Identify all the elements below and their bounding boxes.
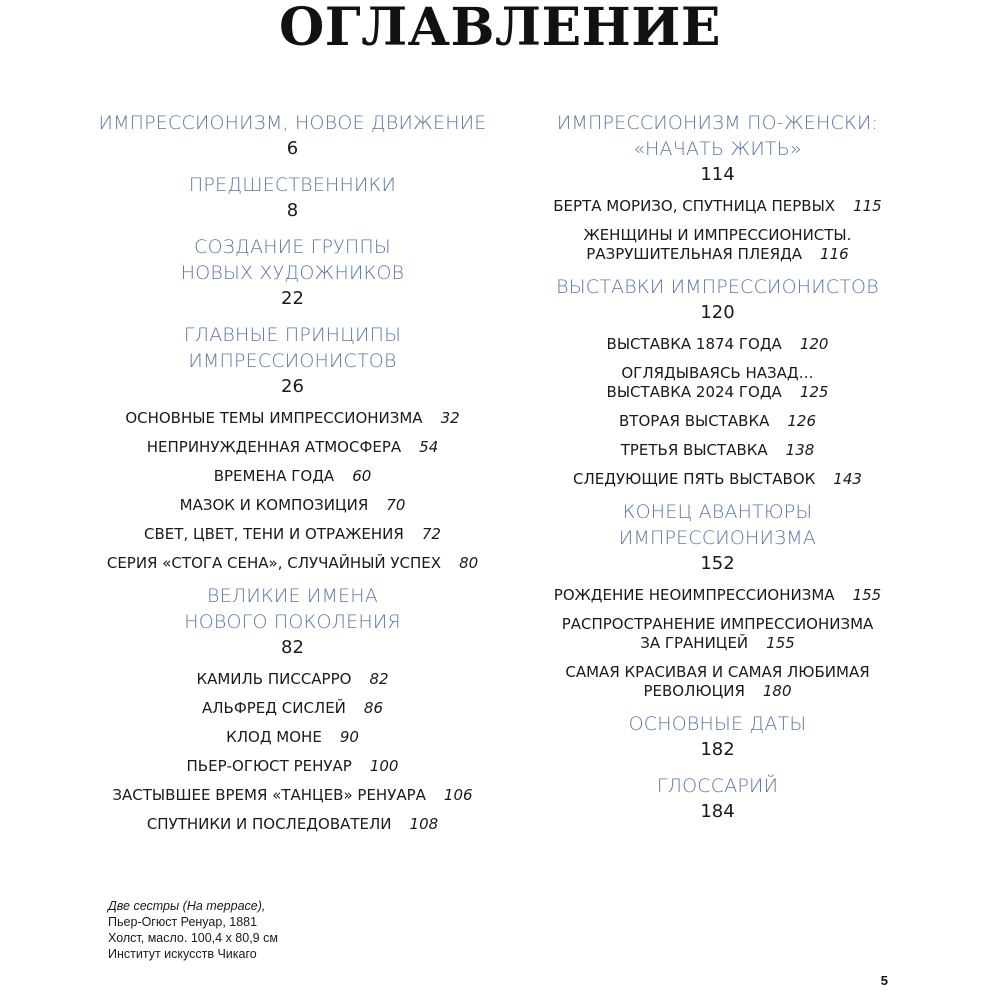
caption-artist: Пьер-Огюст Ренуар, 1881 xyxy=(108,915,258,929)
toc-entry-page-number: 116 xyxy=(820,245,849,263)
toc-entry-title: РЕВОЛЮЦИЯ xyxy=(643,682,745,700)
toc-section xyxy=(515,773,920,825)
toc-entry xyxy=(515,586,920,605)
toc-section xyxy=(85,322,500,573)
toc-entry-title: ПЬЕР-ОГЮСТ РЕНУАР xyxy=(186,757,352,775)
toc-entry-title: СПУТНИКИ И ПОСЛЕДОВАТЕЛИ xyxy=(146,815,392,833)
toc-entry-page-number: 32 xyxy=(440,409,460,427)
section-page-number: 120 xyxy=(700,302,735,323)
toc-entry-title: РАЗРУШИТЕЛЬНАЯ ПЛЕЯДА xyxy=(586,245,803,263)
toc-entry xyxy=(515,364,920,402)
toc-left-column xyxy=(85,110,500,844)
toc-entry xyxy=(85,438,500,457)
section-title: ВЫСТАВКИ ИМПРЕССИОНИСТОВ xyxy=(556,276,879,298)
toc-entry-page-number: 100 xyxy=(369,757,399,775)
toc-entry-title: ЗАСТЫВШЕЕ ВРЕМЯ «ТАНЦЕВ» РЕНУАРА xyxy=(112,786,426,804)
toc-entry-page-number: 180 xyxy=(762,682,792,700)
section-title: НОВОГО ПОКОЛЕНИЯ xyxy=(184,611,401,633)
toc-entry xyxy=(85,699,500,718)
toc-entry-title: НЕПРИНУЖДЕННАЯ АТМОСФЕРА xyxy=(146,438,402,456)
toc-entry xyxy=(515,441,920,460)
toc-section xyxy=(85,110,500,162)
section-title: НОВЫХ ХУДОЖНИКОВ xyxy=(180,262,405,284)
toc-entry-title: МАЗОК И КОМПОЗИЦИЯ xyxy=(179,496,369,514)
toc-entry-title: СЕРИЯ «СТОГА СЕНА», СЛУЧАЙНЫЙ УСПЕХ xyxy=(106,554,442,572)
page-title: ОГЛАВЛЕНИЕ xyxy=(279,0,721,58)
section-title: ИМПРЕССИОНИЗМ, НОВОЕ ДВИЖЕНИЕ xyxy=(98,112,487,134)
toc-entry xyxy=(85,815,500,834)
section-title: ИМПРЕССИОНИЗМ ПО-ЖЕНСКИ: xyxy=(556,112,879,134)
caption-medium: Холст, масло. 100,4 х 80,9 см xyxy=(108,931,278,945)
toc-section xyxy=(515,711,920,763)
toc-entry xyxy=(85,670,500,689)
toc-entry-title: ЖЕНЩИНЫ И ИМПРЕССИОНИСТЫ. xyxy=(583,226,852,244)
caption-location: Институт искусств Чикаго xyxy=(108,947,257,961)
toc-entry xyxy=(85,757,500,776)
toc-entry-page-number: 120 xyxy=(799,335,829,353)
toc-entry xyxy=(515,615,920,653)
toc-entry-page-number: 155 xyxy=(852,586,882,604)
toc-entry-title: АЛЬФРЕД СИСЛЕЙ xyxy=(202,699,346,717)
toc-entry-page-number: 115 xyxy=(853,197,882,215)
toc-entry-title: ОСНОВНЫЕ ТЕМЫ ИМПРЕССИОНИЗМА xyxy=(125,409,423,427)
toc-entry-title: СЛЕДУЮЩИЕ ПЯТЬ ВЫСТАВОК xyxy=(573,470,816,488)
toc-section xyxy=(515,110,920,264)
section-title: КОНЕЦ АВАНТЮРЫ xyxy=(622,501,813,523)
section-title: «НАЧАТЬ ЖИТЬ» xyxy=(633,138,802,160)
toc-entry xyxy=(515,197,920,216)
section-page-number: 22 xyxy=(281,288,304,309)
toc-entry xyxy=(85,525,500,544)
toc-entry-title: ВТОРАЯ ВЫСТАВКА xyxy=(618,412,770,430)
toc-entry-title: САМАЯ КРАСИВАЯ И САМАЯ ЛЮБИМАЯ xyxy=(565,663,870,681)
toc-entry-title: ВРЕМЕНА ГОДА xyxy=(213,467,335,485)
toc-entry-title: СВЕТ, ЦВЕТ, ТЕНИ И ОТРАЖЕНИЯ xyxy=(144,525,404,543)
toc-entry-page-number: 72 xyxy=(421,525,441,543)
toc-entry-page-number: 155 xyxy=(766,634,795,652)
toc-entry-title: РОЖДЕНИЕ НЕОИМПРЕССИОНИЗМА xyxy=(553,586,835,604)
toc-entry-page-number: 80 xyxy=(459,554,479,572)
image-caption xyxy=(108,898,278,962)
toc-entry-title: ВЫСТАВКА 1874 ГОДА xyxy=(606,335,782,353)
section-title: СОЗДАНИЕ ГРУППЫ xyxy=(194,236,391,258)
section-page-number: 82 xyxy=(281,637,304,658)
toc-entry-page-number: 138 xyxy=(785,441,815,459)
toc-entry-page-number: 90 xyxy=(339,728,359,746)
section-page-number: 152 xyxy=(700,553,735,574)
toc-entry-title: КЛОД МОНЕ xyxy=(226,728,322,746)
section-page-number: 114 xyxy=(700,164,735,185)
page-number: 5 xyxy=(880,973,888,988)
toc-entry-page-number: 54 xyxy=(419,438,439,456)
toc-entry-page-number: 125 xyxy=(799,383,829,401)
section-title: ОСНОВНЫЕ ДАТЫ xyxy=(628,713,807,735)
toc-section xyxy=(85,172,500,224)
toc-entry xyxy=(85,728,500,747)
section-page-number: 26 xyxy=(281,376,304,397)
toc-entry xyxy=(515,663,920,701)
toc-entry-title: ЗА ГРАНИЦЕЙ xyxy=(640,634,749,652)
section-title: ИМПРЕССИОНИСТОВ xyxy=(188,350,397,372)
toc-entry-title: ОГЛЯДЫВАЯСЬ НАЗАД… xyxy=(621,364,814,382)
toc-entry-page-number: 82 xyxy=(369,670,389,688)
toc-section xyxy=(515,499,920,701)
toc-entry-page-number: 143 xyxy=(833,470,862,488)
toc-entry xyxy=(85,554,500,573)
toc-entry xyxy=(85,409,500,428)
toc-section xyxy=(85,234,500,312)
toc-right-column xyxy=(515,110,920,835)
section-page-number: 184 xyxy=(700,801,735,822)
section-title: ГЛОССАРИЙ xyxy=(656,775,779,797)
section-page-number: 6 xyxy=(286,138,299,159)
toc-entry-title: КАМИЛЬ ПИССАРРО xyxy=(196,670,352,688)
toc-entry-title: РАСПРОСТРАНЕНИЕ ИМПРЕССИОНИЗМА xyxy=(561,615,874,633)
toc-section xyxy=(515,274,920,489)
caption-artwork-title: Две сестры (На террасе), xyxy=(108,899,266,913)
toc-entry xyxy=(515,412,920,431)
section-title: ИМПРЕССИОНИЗМА xyxy=(618,527,817,549)
toc-entry-title: БЕРТА МОРИЗО, СПУТНИЦА ПЕРВЫХ xyxy=(553,197,836,215)
section-page-number: 8 xyxy=(286,200,299,221)
toc-entry-page-number: 70 xyxy=(386,496,406,514)
toc-entry xyxy=(85,496,500,515)
toc-entry xyxy=(515,470,920,489)
toc-entry xyxy=(515,335,920,354)
toc-entry-page-number: 106 xyxy=(443,786,473,804)
toc-section xyxy=(85,583,500,834)
section-title: ГЛАВНЫЕ ПРИНЦИПЫ xyxy=(183,324,402,346)
section-page-number: 182 xyxy=(700,739,735,760)
toc-entry-title: ВЫСТАВКА 2024 ГОДА xyxy=(606,383,782,401)
toc-entry-page-number: 86 xyxy=(363,699,383,717)
toc-entry xyxy=(85,786,500,805)
section-title: ВЕЛИКИЕ ИМЕНА xyxy=(207,585,378,607)
toc-entry xyxy=(85,467,500,486)
toc-entry-page-number: 108 xyxy=(409,815,439,833)
toc-entry xyxy=(515,226,920,264)
toc-entry-title: ТРЕТЬЯ ВЫСТАВКА xyxy=(620,441,768,459)
toc-entry-page-number: 60 xyxy=(352,467,372,485)
section-title: ПРЕДШЕСТВЕННИКИ xyxy=(188,174,397,196)
toc-entry-page-number: 126 xyxy=(787,412,817,430)
